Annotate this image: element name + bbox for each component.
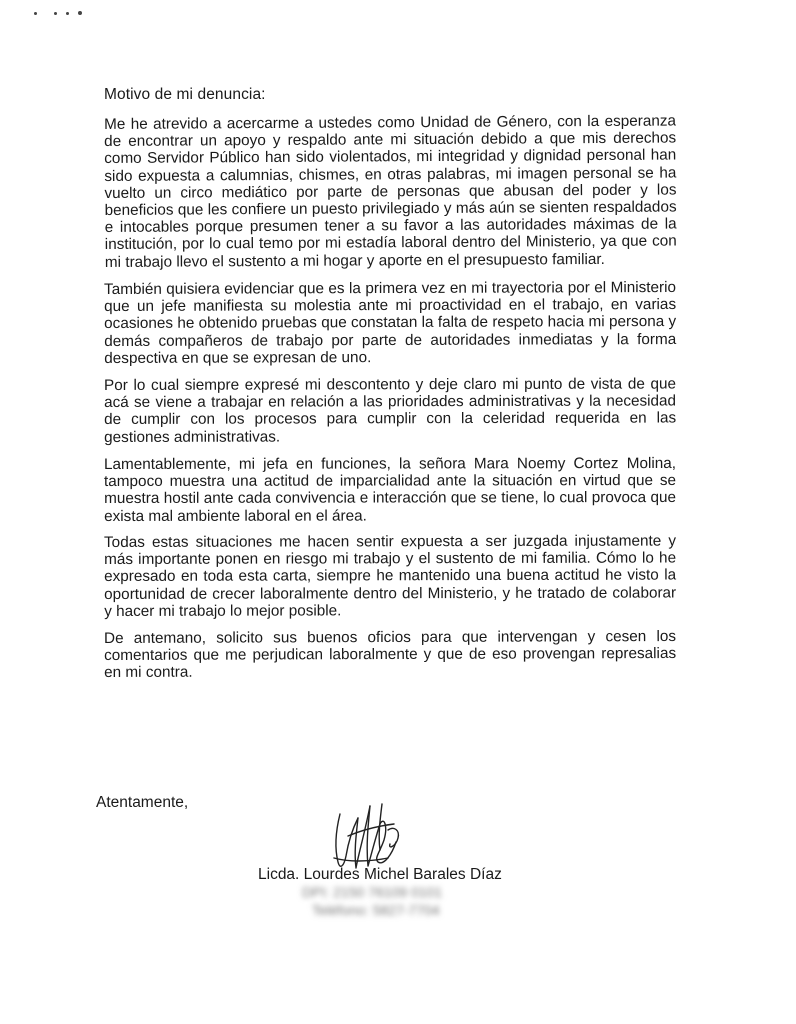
scan-artifact-dots <box>8 6 88 20</box>
paragraph-2: También quisiera evidenciar que es la primera vez en mi trayectoria por el Ministerio que un jefe manifiesta su molestia ante mi proactividad en el trabajo, en varias ocasiones he obtenido pruebas que constatan la falta de respeto hacia mi persona y demás compañeros de trabajo por parte de autoridades inmediatas y la forma despectiva en que se expresan de uno. <box>104 278 677 367</box>
signer-name: Licda. Lourdes Michel Barales Díaz <box>258 866 502 883</box>
paragraph-6: De antemano, solicito sus buenos oficios para que intervengan y cesen los comentarios que me perjudican laboralmente y que de eso provengan represalias en mi contra. <box>104 628 677 682</box>
paragraph-1: Me he atrevido a acercarme a ustedes como Unidad de Género, con la esperanza de encontrar un apoyo y respaldo ante mi situación debido a que mis derechos como Servidor Público han sido violentados, mi integridad y dignidad personal han sido expuesta a calumnias, chismes, en otras palabras, mi imagen personal se ha vuelto un circo mediático por parte de personas que abusan del poder y los beneficios que les confiere un puesto privilegiado y más aún se sienten respaldados e intocables porque presumen tener a su favor a las autoridades máximas de la institución, por lo cual temo por mi estadía laboral dentro del Ministerio, ya que con mi trabajo llevo el sustento a mi hogar y aporte en el presupuesto familiar. <box>104 112 677 271</box>
letter-body <box>104 86 676 692</box>
paragraph-5: Todas estas situaciones me hacen sentir expuesta a ser juzgada injustamente y más importante ponen en riesgo mi trabajo y el sustento de mi familia. Cómo lo he expresado en toda esta carta, siempre he mantenido una buena actitud he visto la oportunidad de crecer laboralmente dentro del Ministerio, y he tratado de colaborar y hacer mi trabajo lo mejor posible. <box>104 532 677 621</box>
closing-salutation: Atentamente, <box>96 794 189 811</box>
redacted-dpi: DPI: 2150 76109 0101 <box>302 884 443 900</box>
paragraph-4: Lamentablemente, mi jefa en funciones, la señora Mara Noemy Cortez Molina, tampoco muestra una actitud de imparcialidad ante la situación en virtud que se muestra hostil ante cada convivencia e interacción que se tiene, lo cual provoca que exista mal ambiente laboral en el área. <box>104 454 677 525</box>
redacted-phone: Teléfono: 5827-7704 <box>312 902 440 918</box>
letter-heading: Motivo de mi denuncia: <box>104 86 266 103</box>
paragraph-3: Por lo cual siempre expresé mi descontento y deje claro mi punto de vista de que acá se viene a trabajar en relación a las prioridades administrativas y la necesidad de cumplir con los procesos para cumplir con la celeridad requerida en las gestiones administrativas. <box>104 375 677 446</box>
